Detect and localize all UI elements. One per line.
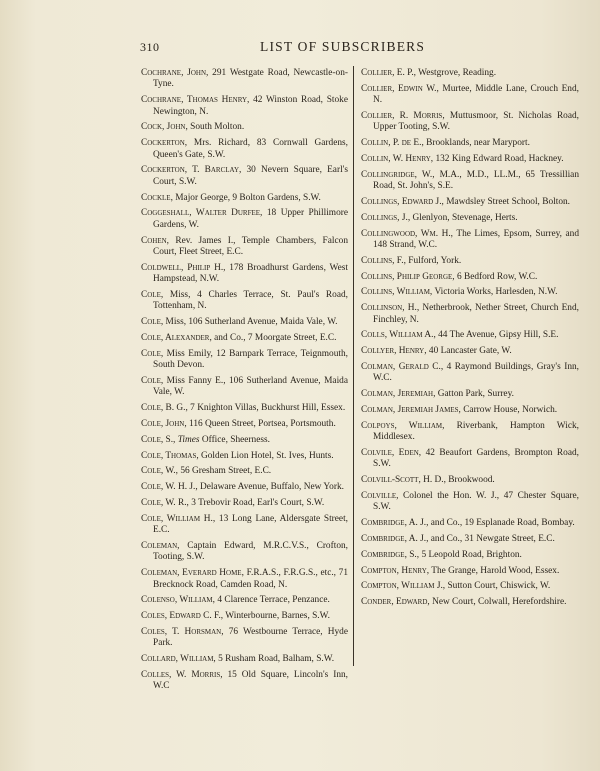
- subscriber-name: Cole,: [141, 348, 164, 359]
- subscriber-name: Cochrane, John,: [141, 68, 209, 78]
- subscriber-name: Coggeshall, Walter Durfee,: [141, 208, 263, 219]
- subscriber-entry: [141, 165, 348, 188]
- subscriber-entry: [361, 550, 579, 561]
- subscriber-entry: [141, 236, 348, 259]
- subscriber-entry: [141, 317, 348, 328]
- subscriber-entry: [361, 272, 579, 283]
- running-title: LIST OF SUBSCRIBERS: [260, 39, 426, 54]
- subscriber-address: and Co., 31 Newgate Street, E.C.: [428, 533, 555, 544]
- subscriber-name: Coleman, Everard Home,: [141, 568, 244, 579]
- subscriber-address: Riverbank, Hampton Wick, Middlesex.: [373, 420, 579, 443]
- subscriber-name: Cole, Alexander,: [141, 333, 212, 344]
- subscriber-address: 5 Rusham Road, Balham, S.W.: [215, 654, 335, 665]
- subscriber-name: Collins, F.,: [361, 255, 406, 266]
- subscriber-name: Cole,: [141, 317, 164, 328]
- subscriber-address: 42 Beaufort Gardens, Brompton Road, S.W.: [373, 447, 579, 470]
- page-header: [140, 40, 580, 60]
- subscriber-name: Cole, W. H. J.,: [141, 482, 198, 493]
- subscriber-name: Collings, Edward J.,: [361, 197, 444, 207]
- subscriber-address: 5 Leopold Road, Brighton.: [419, 549, 522, 560]
- subscriber-name: Collingwood, Wm. H.,: [361, 228, 454, 239]
- subscriber-name: Colvile, Eden,: [361, 447, 422, 458]
- subscriber-entry: [141, 482, 348, 493]
- subscriber-address: New Court, Colwall, Herefordshire.: [429, 597, 567, 608]
- subscriber-address: 15 Old Square, Lincoln's Inn, W.C: [153, 670, 348, 692]
- subscriber-address: Rev. James I., Temple Chambers, Falcon Court, Fleet Street, E.C.: [153, 235, 348, 258]
- subscriber-address: Mawdsley Street School, Bolton.: [443, 197, 571, 207]
- subscriber-entry: [141, 514, 348, 537]
- subscriber-address: The Grange, Harold Wood, Essex.: [429, 565, 560, 576]
- subscriber-name: Collins, Philip George,: [361, 271, 455, 282]
- subscriber-entry: [141, 349, 348, 372]
- subscriber-entry: [361, 330, 579, 341]
- subscriber-address: 18 Upper Phillimore Gardens, W.: [153, 208, 348, 230]
- subscriber-name: Cole, B. G.,: [141, 403, 188, 414]
- subscriber-name: Colman, Jeremiah James,: [361, 404, 461, 415]
- subscriber-address: Brooklands, near Maryport.: [423, 138, 530, 149]
- subscriber-name: Conder, Edward,: [361, 597, 430, 608]
- subscriber-address: Murtee, Middle Lane, Crouch End, N.: [373, 83, 579, 106]
- subscriber-address: Miss Fanny E., 106 Sutherland Avenue, Maida Vale, W.: [153, 376, 348, 398]
- subscriber-entry: [141, 466, 348, 477]
- subscriber-address: 6 Bedford Row, W.C.: [454, 271, 538, 282]
- subscriber-name: Coldwell, Philip H.,: [141, 262, 226, 273]
- subscriber-name: Collinson, H.,: [361, 303, 420, 314]
- subscriber-address: Winterbourne, Barnes, S.W.: [223, 611, 330, 622]
- subscriber-entry: [361, 170, 579, 193]
- subscriber-address: 44 The Avenue, Gipsy Hill, S.E.: [435, 330, 559, 341]
- subscriber-entry: [361, 566, 579, 577]
- subscriber-address: Delaware Avenue, Buffalo, New York.: [197, 482, 344, 493]
- subscriber-entry: [141, 263, 348, 286]
- subscriber-entry: [361, 362, 579, 385]
- subscriber-name: Coles, Edward C. F.,: [141, 611, 224, 622]
- subscriber-name: Coleman,: [141, 541, 180, 551]
- subscriber-address: Glenlyon, Stevenage, Herts.: [410, 212, 518, 223]
- subscriber-entry: [361, 405, 579, 416]
- subscriber-address: Mrs. Richard, 83 Cornwall Gardens, Queen's Gate, S.W.: [153, 138, 348, 160]
- subscriber-name: Cole, William H.,: [141, 513, 216, 524]
- subscribers-right-column: [361, 68, 579, 613]
- subscriber-address: 56 Gresham Street, E.C.: [177, 466, 272, 477]
- subscriber-name: Colpoys, William,: [361, 420, 445, 431]
- subscriber-address: Victoria Works, Harlesden, N.W.: [432, 287, 558, 298]
- subscriber-name: Cockerton, T. Barclay,: [141, 165, 242, 176]
- subscriber-entry: [141, 376, 348, 399]
- subscriber-entry: [141, 595, 348, 606]
- subscriber-entry: [361, 84, 579, 107]
- subscriber-entry: [361, 491, 579, 514]
- subscriber-entry: [141, 68, 348, 91]
- subscriber-address: 42 Winston Road, Stoke Newington, N.: [153, 95, 348, 117]
- subscriber-address: 76 Westbourne Terrace, Hyde Park.: [153, 627, 348, 649]
- subscriber-name: Colman, Gerald C.,: [361, 361, 444, 372]
- subscriber-address: 30 Nevern Square, Earl's Court, S.W.: [153, 165, 348, 187]
- subscriber-address: The Limes, Epsom, Surrey, and 148 Strand, W.C.: [373, 228, 579, 250]
- subscriber-entry: [361, 111, 579, 134]
- subscriber-name: Cohen,: [141, 235, 170, 246]
- subscriber-entry: [361, 534, 579, 545]
- subscriber-entry: [141, 627, 348, 650]
- subscriber-address: Captain Edward, M.R.C.V.S., Crofton, Tooting, S.W.: [153, 541, 348, 563]
- subscriber-entry: [361, 154, 579, 165]
- subscriber-name: Colman, Jeremiah,: [361, 389, 436, 400]
- subscriber-entry: [361, 597, 579, 608]
- subscriber-name: Collingridge, W.,: [361, 169, 435, 180]
- subscriber-entry: [141, 290, 348, 313]
- subscriber-address: Gatton Park, Surrey.: [435, 389, 514, 400]
- subscriber-name: Collin, W. Henry,: [361, 154, 434, 164]
- subscriber-address: Miss, 106 Sutherland Avenue, Maida Vale, W.: [163, 317, 338, 328]
- subscriber-address: Westgrove, Reading.: [416, 68, 497, 78]
- subscriber-entry: [361, 287, 579, 298]
- subscriber-address: 40 Lancaster Gate, W.: [426, 346, 512, 357]
- subscriber-name: Combridge, S.,: [361, 549, 420, 560]
- subscriber-address: 3 Trebovir Road, Earl's Court, S.W.: [188, 498, 325, 508]
- subscriber-address: Colonel the Hon. W. J., 47 Chester Square, S.W.: [373, 490, 579, 513]
- subscriber-entry: [361, 229, 579, 252]
- subscriber-address: South Molton.: [187, 122, 245, 133]
- subscriber-address: Miss Emily, 12 Barnpark Terrace, Teignmouth, South Devon.: [153, 348, 348, 371]
- subscriber-entry: [141, 670, 348, 693]
- subscriber-entry: [361, 303, 579, 326]
- subscriber-address: 4 Raymond Buildings, Gray's Inn, W.C.: [373, 361, 580, 384]
- subscriber-entry: [141, 122, 348, 133]
- subscriber-name: Collin, P. de E.,: [361, 138, 424, 149]
- column-divider: [353, 66, 354, 666]
- subscriber-address: 178 Broadhurst Gardens, West Hampstead, N.W.: [153, 262, 348, 285]
- subscriber-address: Netherbrook, Nether Street, Church End, Finchley, N.: [373, 303, 579, 325]
- subscriber-address: 116 Queen Street, Portsea, Portsmouth.: [186, 419, 336, 430]
- subscriber-address: 7 Knighton Villas, Buckhurst Hill, Essex.: [187, 403, 346, 414]
- subscriber-entry: [141, 611, 348, 622]
- subscriber-name: Colls, William A.,: [361, 330, 436, 341]
- subscriber-name: Cole,: [141, 290, 164, 301]
- subscriber-entry: [141, 541, 348, 564]
- subscriber-address: Major George, 9 Bolton Gardens, S.W.: [172, 192, 321, 203]
- subscriber-address: Sutton Court, Chiswick, W.: [445, 581, 551, 592]
- subscriber-entry: [141, 498, 348, 509]
- subscriber-name: Colenso, William,: [141, 595, 215, 606]
- subscriber-entry: [141, 95, 348, 118]
- subscriber-address: Golden Lion Hotel, St. Ives, Hunts.: [198, 450, 334, 461]
- subscriber-entry: [361, 475, 579, 486]
- subscriber-address: 132 King Edward Road, Hackney.: [433, 154, 564, 164]
- subscriber-address: Brookwood.: [445, 475, 495, 486]
- subscriber-name: Collier, R. Morris,: [361, 111, 445, 121]
- subscriber-name: Cole, W. R.,: [141, 498, 189, 508]
- subscriber-address: Miss, 4 Charles Terrace, St. Paul's Road, Tottenham, N.: [153, 290, 348, 312]
- subscriber-entry: [361, 518, 579, 529]
- subscriber-address: Carrow House, Norwich.: [460, 404, 558, 415]
- subscriber-entry: [141, 435, 348, 446]
- subscribers-left-column: [141, 68, 348, 697]
- page-number: 310: [140, 40, 160, 54]
- subscriber-address: and Co., 19 Esplanade Road, Bombay.: [428, 518, 575, 529]
- subscriber-name: Compton, Henry,: [361, 565, 430, 576]
- subscriber-name: Collier, E. P.,: [361, 68, 416, 78]
- subscriber-entry: [361, 197, 579, 208]
- subscriber-entry: [141, 138, 348, 161]
- subscriber-entry: [361, 389, 579, 400]
- subscriber-address-italic: Times: [175, 434, 200, 445]
- subscriber-address: F.R.A.S., F.R.G.S., etc., 71 Brecknock Road, Camden Road, N.: [153, 568, 348, 590]
- subscriber-name: Combridge, A. J.,: [361, 518, 429, 529]
- subscriber-name: Compton, William J.,: [361, 581, 446, 592]
- subscriber-name: Cole, W.,: [141, 466, 178, 477]
- subscriber-entry: [361, 138, 579, 149]
- subscriber-entry: [141, 208, 348, 231]
- subscriber-name: Cockerton,: [141, 138, 188, 149]
- subscriber-entry: [361, 346, 579, 357]
- subscriber-name: Coles, T. Horsman,: [141, 627, 224, 637]
- subscriber-address: 13 Long Lane, Aldersgate Street, E.C.: [153, 513, 348, 536]
- subscriber-name: Cockle,: [141, 192, 173, 203]
- subscriber-address: 291 Westgate Road, Newcastle-on-Tyne.: [153, 68, 348, 90]
- subscriber-address: and Co., 7 Moorgate Street, E.C.: [211, 333, 337, 344]
- subscriber-name: Colville,: [361, 490, 399, 501]
- subscriber-entry: [361, 213, 579, 224]
- subscriber-entry: [141, 333, 348, 344]
- subscriber-name: Collier, Edwin W.,: [361, 83, 439, 94]
- subscriber-entry: [361, 256, 579, 267]
- subscriber-name: Cole, Thomas,: [141, 450, 199, 461]
- subscriber-name: Cole, John,: [141, 419, 187, 430]
- subscriber-name: Colles, W. Morris,: [141, 670, 223, 680]
- subscriber-address: Office, Sheerness.: [199, 434, 270, 445]
- subscriber-name: Cochrane, Thomas Henry,: [141, 95, 250, 106]
- subscriber-name: Collins, William,: [361, 287, 433, 298]
- subscriber-entry: [141, 419, 348, 430]
- subscriber-entry: [361, 581, 579, 592]
- subscriber-name: Collard, William,: [141, 654, 216, 665]
- subscriber-entry: [141, 451, 348, 462]
- subscriber-address: Muttusmoor, St. Nicholas Road, Upper Tooting, S.W.: [373, 111, 579, 133]
- subscriber-name: Collyer, Henry,: [361, 346, 427, 357]
- subscriber-entry: [141, 193, 348, 204]
- subscriber-address: Fulford, York.: [405, 255, 462, 266]
- subscriber-name: Colvill-Scott, H. D.,: [361, 475, 446, 486]
- subscriber-address: M.A., M.D., LL.M., 65 Tressillian Road, St. John's, S.E.: [373, 169, 579, 192]
- subscriber-entry: [361, 68, 579, 79]
- subscriber-entry: [361, 421, 579, 444]
- subscriber-name: Collings, J.,: [361, 212, 411, 223]
- subscriber-entry: [361, 448, 579, 471]
- subscriber-name: Cock, John,: [141, 122, 188, 133]
- subscriber-name: Cole,: [141, 376, 164, 387]
- subscriber-entry: [141, 654, 348, 665]
- subscriber-entry: [141, 568, 348, 591]
- subscriber-address: 4 Clarence Terrace, Penzance.: [215, 595, 330, 606]
- subscriber-entry: [141, 403, 348, 414]
- subscriber-name: Combridge, A. J.,: [361, 533, 429, 544]
- subscriber-name: Cole, S.,: [141, 434, 176, 445]
